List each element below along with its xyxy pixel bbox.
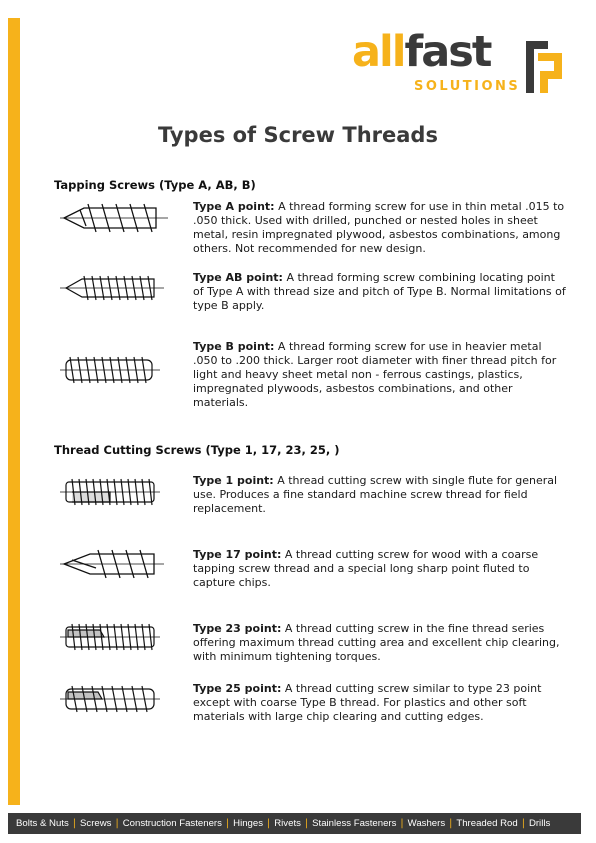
footer-link-stainless-fasteners[interactable]: Stainless Fasteners bbox=[312, 818, 397, 829]
brand-tagline: SOLUTIONS bbox=[414, 79, 521, 94]
footer-link-hinges[interactable]: Hinges bbox=[233, 818, 264, 829]
type-17-screw-icon bbox=[60, 546, 170, 582]
brand-logo bbox=[352, 27, 567, 99]
brand-mark-icon bbox=[524, 39, 564, 95]
footer-link-bolts-nuts[interactable]: Bolts & Nuts bbox=[16, 818, 69, 829]
page-title: Types of Screw Threads bbox=[158, 123, 438, 147]
footer-link-washers[interactable]: Washers bbox=[407, 818, 446, 829]
type-1-screw-icon bbox=[60, 476, 170, 508]
footer-nav: Bolts & Nuts | Screws | Construction Fasteners | Hinges | Rivets | Stainless Fasteners | Washers | Threaded Rod | Drills bbox=[8, 813, 581, 834]
brand-wordmark: allfast bbox=[352, 27, 491, 77]
footer-link-rivets[interactable]: Rivets bbox=[274, 818, 301, 829]
type-a-screw-icon bbox=[60, 200, 170, 236]
footer-link-construction-fasteners[interactable]: Construction Fasteners bbox=[122, 818, 222, 829]
entry-type-25: Type 25 point: A thread cutting screw similar to type 23 point except with coarse Type B thread. For plastics and other soft materials with large chip clearing and cutting edges. bbox=[193, 682, 542, 723]
footer-link-screws[interactable]: Screws bbox=[80, 818, 112, 829]
footer-link-threaded-rod[interactable]: Threaded Rod bbox=[456, 818, 518, 829]
type-23-screw-icon bbox=[60, 620, 170, 654]
entry-type-ab: Type AB point: A thread forming screw combining locating point of Type A with thread size and pitch of Type B. Normal limitations of type B apply. bbox=[193, 271, 566, 312]
type-25-screw-icon bbox=[60, 682, 170, 716]
entry-type-1: Type 1 point: A thread cutting screw with single flute for general use. Produces a fine standard machine screw thread for field replacement. bbox=[193, 474, 558, 515]
entry-type-17: Type 17 point: A thread cutting screw for wood with a coarse tapping screw thread and a special long sharp point fluted to capture chips. bbox=[193, 548, 539, 589]
section-heading-thread-cutting: Thread Cutting Screws (Type 1, 17, 23, 25, ) bbox=[54, 443, 340, 457]
entry-type-a: Type A point: A thread forming screw for use in thin metal .015 to .050 thick. Used with drilled, punched or nested holes in sheet metal, resin impregnated plywood, asbestos combinations, among others. Not recommended for new design. bbox=[193, 200, 565, 255]
footer-link-drills[interactable]: Drills bbox=[528, 818, 551, 829]
type-ab-screw-icon bbox=[60, 272, 170, 304]
entry-type-b: Type B point: A thread forming screw for use in heavier metal .050 to .200 thick. Larger root diameter with finer thread pitch for light and heavy sheet metal non - ferrous castings, plastics, impregnated plywoods, asbestos combinations, and other materials. bbox=[193, 340, 557, 409]
entry-type-23: Type 23 point: A thread cutting screw in the fine thread series offering maximum thread cutting area and excellent chip clearing, with minimum tightening torques. bbox=[193, 622, 560, 663]
section-heading-tapping: Tapping Screws (Type A, AB, B) bbox=[54, 178, 256, 192]
type-b-screw-icon bbox=[60, 352, 170, 388]
